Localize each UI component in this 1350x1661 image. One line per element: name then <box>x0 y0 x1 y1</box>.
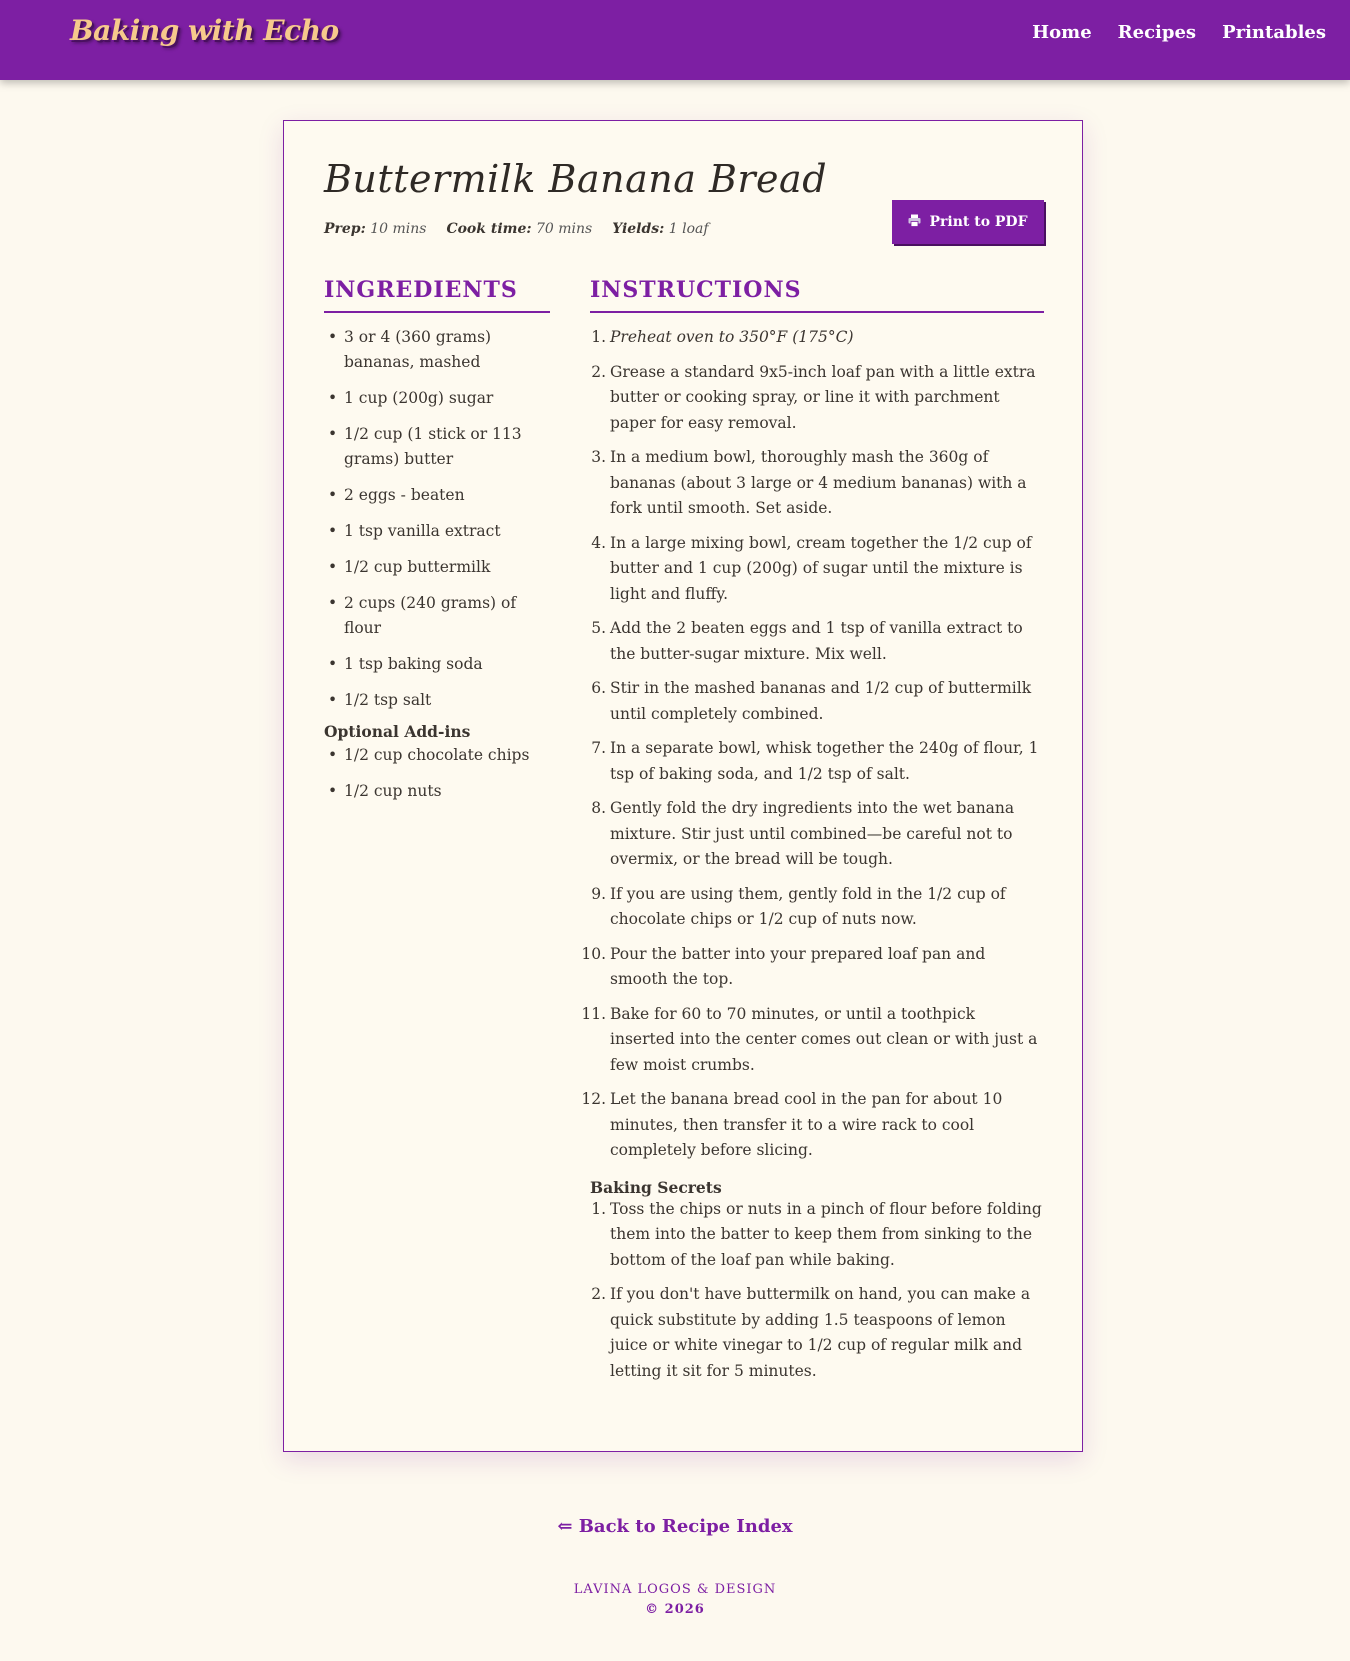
ingredient-item: • 3 or 4 (360 grams) bananas, mashed <box>324 325 550 375</box>
ingredients-list <box>324 325 550 713</box>
cook-value: 70 mins <box>535 221 593 237</box>
instruction-step: 10. Pour the batter into your prepared loaf pan and smooth the top. <box>581 944 986 988</box>
baking-secrets-heading: Baking Secrets <box>590 1177 722 1197</box>
ingredient-item: • 1 tsp baking soda <box>324 652 550 677</box>
optional-item: • 1/2 cup nuts <box>324 779 550 804</box>
optional-addins-list <box>324 743 550 804</box>
ingredient-item: • 2 cups (240 grams) of flour <box>324 591 550 641</box>
ingredient-item: • 1 tsp vanilla extract <box>324 519 550 544</box>
recipe-meta <box>324 221 709 237</box>
yield-value: 1 loaf <box>668 221 709 237</box>
instruction-step: 11. Bake for 60 to 70 minutes, or until a toothpick inserted into the center comes out clean or with just a few moist crumbs. <box>581 1004 1038 1074</box>
back-to-index-link[interactable]: ⇐ Back to Recipe Index <box>557 1516 793 1537</box>
prep-value: 10 mins <box>370 221 427 237</box>
ingredient-item: • 1/2 cup (1 stick or 113 grams) butter <box>324 422 550 472</box>
instruction-step: 7. In a separate bowl, whisk together the 240g of flour, 1 tsp of baking soda, and 1/2 tsp of salt. <box>591 739 1039 783</box>
nav-home[interactable]: Home <box>1032 22 1092 43</box>
site-logo[interactable]: Baking with Echo <box>70 14 339 47</box>
print-to-pdf-button[interactable] <box>892 200 1044 244</box>
secret-item: 1. Toss the chips or nuts in a pinch of flour before folding them into the batter to keep them from sinking to the bottom of the loaf pan while baking. <box>591 1199 1042 1269</box>
instruction-step: 4. In a large mixing bowl, cream together the 1/2 cup of butter and 1 cup (200g) of sugar until the mixture is light and fluffy. <box>591 533 1032 603</box>
optional-addins-heading: Optional Add-ins <box>324 722 471 741</box>
instructions-section <box>581 277 1044 1393</box>
yield-label: Yields: <box>612 221 665 237</box>
cook-time <box>446 221 592 237</box>
nav-recipes[interactable]: Recipes <box>1117 22 1197 43</box>
footer-credit: LAVINA LOGOS & DESIGN <box>573 1582 777 1597</box>
ingredients-section <box>324 277 550 815</box>
recipe-title: Buttermilk Banana Bread <box>324 157 828 201</box>
instruction-step: 2. Grease a standard 9x5-inch loaf pan with a little extra butter or cooking spray, or line it with parchment paper for easy removal. <box>591 362 1036 432</box>
optional-item: • 1/2 cup chocolate chips <box>324 743 550 768</box>
instruction-step: 5. Add the 2 beaten eggs and 1 tsp of vanilla extract to the butter-sugar mixture. Mix well. <box>591 619 1023 663</box>
instruction-step: 6. Stir in the mashed bananas and 1/2 cup of buttermilk until completely combined. <box>591 679 1032 723</box>
ingredient-item: • 1/2 cup buttermilk <box>324 555 550 580</box>
instructions-list <box>581 325 1044 1164</box>
print-button-label: Print to PDF <box>929 214 1028 230</box>
recipe-card <box>283 120 1083 1452</box>
yields <box>612 221 708 237</box>
footer-copyright: © 2026 <box>645 1602 705 1617</box>
instruction-step: 12. Let the banana bread cool in the pan for about 10 minutes, then transfer it to a wire rack to cool completely before slicing. <box>581 1090 1003 1159</box>
instruction-step: 8. Gently fold the dry ingredients into the wet banana mixture. Stir just until combined—be careful not to overmix, or the bread will be tough. <box>591 799 1015 868</box>
nav-printables[interactable]: Printables <box>1222 22 1326 43</box>
ingredients-heading: INGREDIENTS <box>324 277 550 313</box>
prep-time <box>324 221 426 237</box>
secret-item: 2. If you don't have buttermilk on hand, you can make a quick substitute by adding 1.5 teaspoons of lemon juice or white vinegar to 1/2 cup of regular milk and letting it sit for 5 minutes. <box>591 1285 1031 1380</box>
site-header <box>0 0 1350 80</box>
instruction-step: 1. Preheat oven to 350°F (175°C) <box>591 328 854 346</box>
instructions-heading: INSTRUCTIONS <box>590 277 1044 313</box>
printer-icon <box>908 214 921 231</box>
baking-secrets-list <box>590 1197 1044 1385</box>
ingredient-item: • 2 eggs - beaten <box>324 483 550 508</box>
main-nav <box>1032 22 1326 43</box>
cook-label: Cook time: <box>446 221 532 237</box>
instruction-step: 9. If you are using them, gently fold in the 1/2 cup of chocolate chips or 1/2 cup of nuts now. <box>591 884 1006 928</box>
ingredient-item: • 1/2 tsp salt <box>324 688 550 713</box>
ingredient-item: • 1 cup (200g) sugar <box>324 386 550 411</box>
prep-label: Prep: <box>324 221 366 237</box>
instruction-step: 3. In a medium bowl, thoroughly mash the 360g of bananas (about 3 large or 4 medium bananas) with a fork until smooth. Set aside. <box>591 448 1027 517</box>
